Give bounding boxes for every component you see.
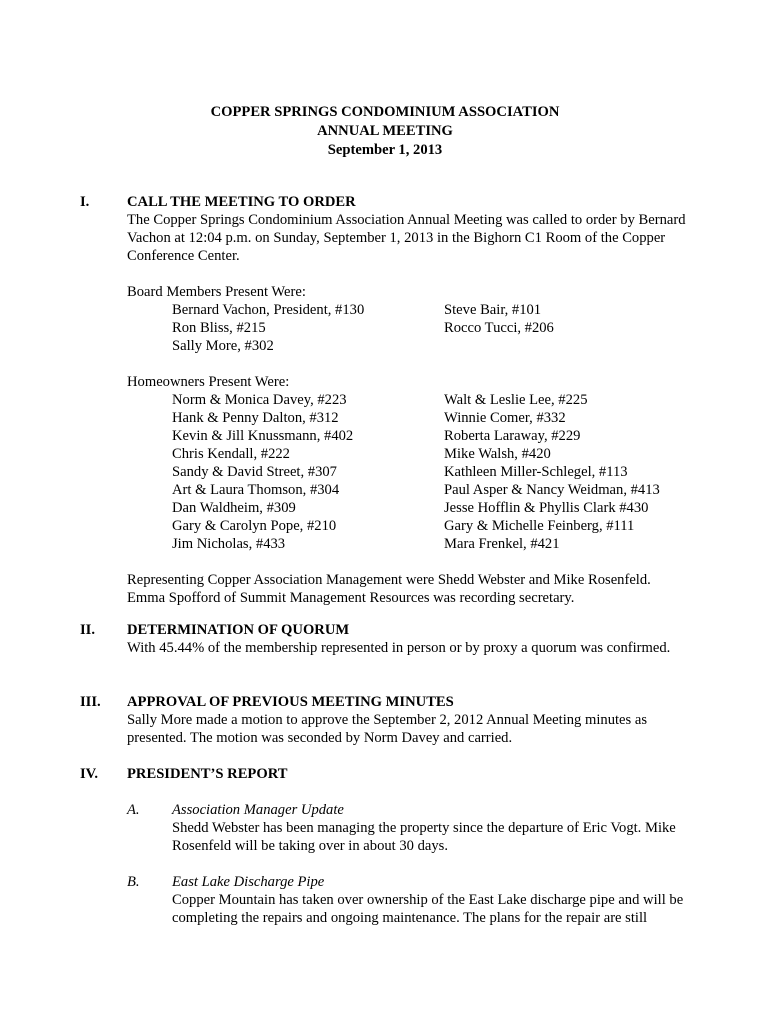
- subsection-letter: B.: [127, 874, 140, 890]
- management-paragraph: Representing Copper Association Management were Shedd Webster and Mike Rosenfeld. Emma Spofford of Summit Management Resources was recording secretary.: [127, 572, 651, 606]
- section-title: PRESIDENT’S REPORT: [127, 766, 288, 782]
- meeting-type: ANNUAL MEETING: [317, 123, 453, 139]
- section-number: II.: [80, 622, 96, 638]
- list-row: [127, 481, 687, 499]
- list-row: [127, 517, 687, 535]
- homeowner-name: Paul Asper & Nancy Weidman, #413: [444, 482, 660, 498]
- list-row: [127, 427, 687, 445]
- homeowner-name: Chris Kendall, #222: [172, 446, 290, 462]
- section-title: APPROVAL OF PREVIOUS MEETING MINUTES: [127, 694, 454, 710]
- member-name: Sally More, #302: [172, 338, 274, 354]
- list-row: [127, 445, 687, 463]
- subsection-title: East Lake Discharge Pipe: [172, 874, 325, 890]
- homeowner-name: Hank & Penny Dalton, #312: [172, 410, 339, 426]
- list-row: [127, 319, 687, 337]
- section-paragraph: With 45.44% of the membership represented in person or by proxy a quorum was confirmed.: [127, 640, 671, 656]
- homeowners-list: [127, 391, 687, 553]
- list-row: [127, 409, 687, 427]
- homeowner-name: Sandy & David Street, #307: [172, 464, 337, 480]
- homeowner-name: Walt & Leslie Lee, #225: [444, 392, 588, 408]
- homeowner-name: Gary & Carolyn Pope, #210: [172, 518, 337, 534]
- member-name: Rocco Tucci, #206: [444, 320, 554, 336]
- list-row: [127, 301, 687, 319]
- homeowner-name: Roberta Laraway, #229: [444, 428, 581, 444]
- section-paragraph: The Copper Springs Condominium Association Annual Meeting was called to order by Bernard Vachon at 12:04 p.m. on Sunday, September 1, 2013 in the Bighorn C1 Room of the Copper Conference Center.: [127, 212, 686, 264]
- section-paragraph: Sally More made a motion to approve the September 2, 2012 Annual Meeting minutes as presented. The motion was seconded by Norm Davey and carried.: [127, 712, 648, 746]
- homeowner-name: Kathleen Miller-Schlegel, #113: [444, 464, 628, 480]
- subsection-paragraph: Copper Mountain has taken over ownership of the East Lake discharge pipe and will be completing the repairs and ongoing maintenance. The plans for the repair are still: [172, 892, 684, 926]
- section-number: IV.: [80, 766, 98, 782]
- list-row: [127, 391, 687, 409]
- subsection-letter: A.: [127, 802, 140, 818]
- homeowner-name: Gary & Michelle Feinberg, #111: [444, 518, 635, 534]
- homeowner-name: Dan Waldheim, #309: [172, 500, 296, 516]
- subsection-paragraph: Shedd Webster has been managing the property since the departure of Eric Vogt. Mike Rosenfeld will be taking over in about 30 days.: [172, 820, 676, 854]
- section-number: III.: [80, 694, 101, 710]
- list-row: [127, 499, 687, 517]
- member-name: Ron Bliss, #215: [172, 320, 266, 336]
- subsection-title: Association Manager Update: [172, 802, 344, 818]
- member-name: Bernard Vachon, President, #130: [172, 302, 365, 318]
- section-title: CALL THE MEETING TO ORDER: [127, 194, 356, 210]
- homeowner-name: Art & Laura Thomson, #304: [172, 482, 340, 498]
- meeting-date: September 1, 2013: [327, 142, 443, 158]
- board-members-list: [127, 301, 687, 355]
- homeowner-name: Norm & Monica Davey, #223: [172, 392, 347, 408]
- homeowner-name: Jesse Hofflin & Phyllis Clark #430: [444, 500, 649, 516]
- section-number: I.: [80, 194, 90, 210]
- list-row: [127, 535, 687, 553]
- homeowner-name: Mike Walsh, #420: [444, 446, 551, 462]
- list-row: [127, 463, 687, 481]
- homeowner-name: Mara Frenkel, #421: [444, 536, 560, 552]
- homeowners-label: Homeowners Present Were:: [127, 374, 290, 390]
- member-name: Steve Bair, #101: [444, 302, 542, 318]
- section-title: DETERMINATION OF QUORUM: [127, 622, 350, 638]
- homeowner-name: Winnie Comer, #332: [444, 410, 566, 426]
- homeowner-name: Kevin & Jill Knussmann, #402: [172, 428, 354, 444]
- document-header: [0, 103, 770, 160]
- homeowner-name: Jim Nicholas, #433: [172, 536, 286, 552]
- association-name: COPPER SPRINGS CONDOMINIUM ASSOCIATION: [210, 104, 560, 120]
- board-members-label: Board Members Present Were:: [127, 284, 306, 300]
- list-row: [127, 337, 687, 355]
